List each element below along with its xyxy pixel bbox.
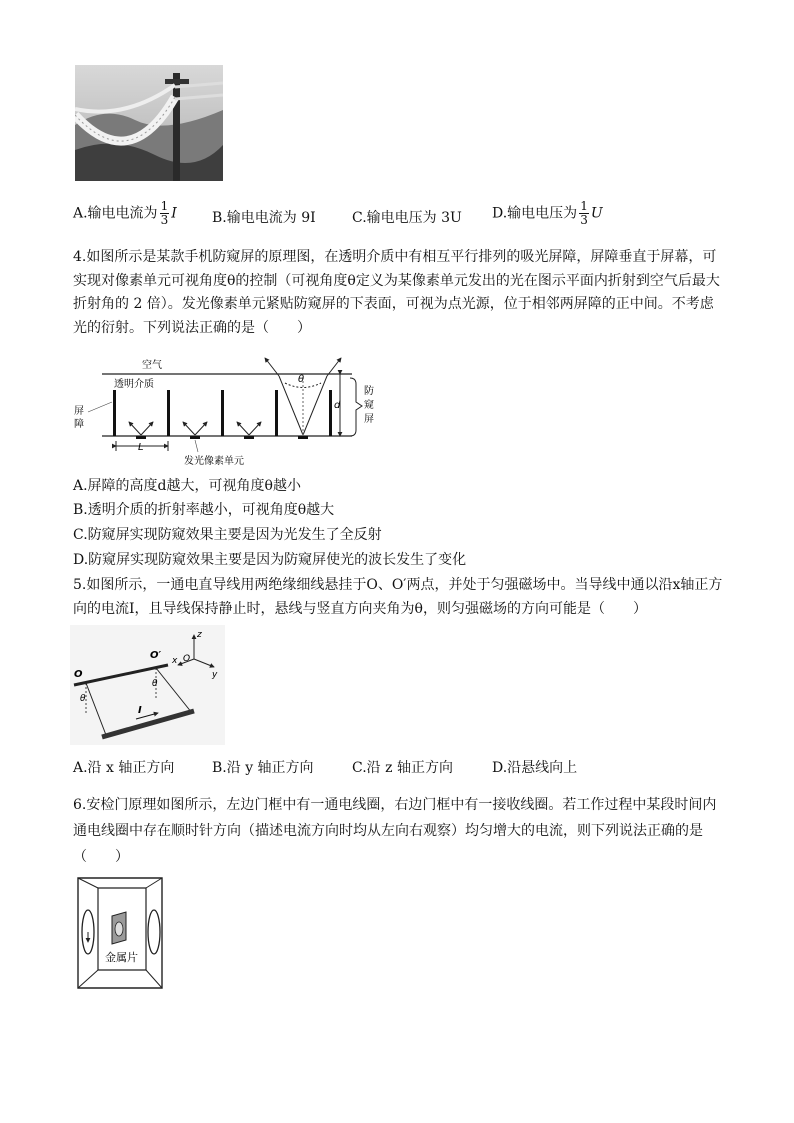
- barrier-2: [167, 390, 170, 436]
- theta-label-left: θ: [80, 694, 86, 704]
- theta-label-right: θ: [152, 679, 158, 689]
- q5-option-d[interactable]: D.沿悬线向上: [492, 760, 578, 776]
- pixel-label: 发光像素单元: [184, 456, 244, 467]
- air-label: 空气: [142, 360, 162, 371]
- metal-label: 金属片: [105, 951, 138, 964]
- y-axis-label: y: [212, 670, 218, 680]
- O-prime-label: O′: [150, 650, 162, 661]
- O-label: O: [74, 669, 83, 680]
- q4-option-d[interactable]: D.防窥屏实现防窥效果主要是因为防窥屏使光的波长发生了变化: [73, 552, 467, 568]
- q6-stem: 6.安检门原理如图所示，左边门框中有一通电线圈，右边门框中有一接收线圈。若工作过程中某段时间内通电线圈中存在顺时针方向（描述电流方向时均从左向右观察）均匀增大的电流，则下列说法正确的是（ ）: [73, 797, 717, 865]
- fraction: $\frac{1}{3}$: [160, 199, 169, 227]
- medium-label: 透明介质: [114, 379, 154, 390]
- q4-option-a[interactable]: A.屏障的高度d越大，可视角度θ越小: [73, 478, 301, 494]
- iced-power-line-photo: [75, 65, 223, 181]
- q5-hanging-wire-diagram: [70, 625, 225, 745]
- q5-stem: 5.如图所示，一通电直导线用两绝缘细线悬挂于O、O′两点，并处于匀强磁场中。当导线中通以沿x轴正方向的电流I，且导线保持静止时，悬线与竖直方向夹角为θ，则匀强磁场的方向可能是（ ）: [73, 577, 723, 617]
- barrier-1: [113, 390, 116, 436]
- I-label: I: [138, 705, 142, 716]
- theta-label: θ: [298, 374, 305, 385]
- screen-label-2: 窥: [364, 400, 374, 411]
- q5-option-b[interactable]: B.沿 y 轴正方向: [212, 760, 314, 776]
- q6-security-gate-diagram: [72, 874, 168, 992]
- q4-stem: 4.如图所示是某款手机防窥屏的原理图，在透明介质中有相互平行排列的吸光屏障，屏障垂直于屏幕，可实现对像素单元可视角度θ的控制（可视角度θ定义为某像素单元发出的光在图示平面内折射到空气后最大折射角的 2 倍）。发光像素单元紧贴防窥屏的下表面，可视为点光源，位于相邻两屏障的正中间。不考虑光的衍射。下列说法正确的是（ ）: [73, 249, 720, 336]
- z-axis-label: z: [197, 630, 202, 640]
- screen-label-3: 屏: [364, 414, 374, 425]
- fraction: $\frac{1}{3}$: [580, 199, 588, 227]
- q3-option-c[interactable]: C.输电电压为 3U: [352, 210, 462, 226]
- x-axis-label: x: [172, 656, 178, 666]
- L-label: L: [138, 442, 144, 453]
- q4-option-c[interactable]: C.防窥屏实现防窥效果主要是因为光发生了全反射: [73, 527, 382, 543]
- screen-label-1: 防: [364, 386, 374, 397]
- q5-option-a[interactable]: A.沿 x 轴正方向: [73, 760, 175, 776]
- d-label: d: [334, 400, 341, 411]
- barrier-5: [329, 390, 332, 436]
- origin-label: O: [183, 654, 191, 664]
- q5-option-c[interactable]: C.沿 z 轴正方向: [352, 760, 453, 776]
- q3-option-d[interactable]: D.输电电压为 $\frac{1}{3}$ U: [492, 199, 603, 227]
- barrier-label-2: 障: [74, 419, 84, 430]
- q4-privacy-screen-diagram: [72, 356, 382, 468]
- q4-option-b[interactable]: B.透明介质的折射率越小，可视角度θ越大: [73, 502, 335, 518]
- receiving-coil: [148, 910, 160, 954]
- barrier-4: [275, 390, 278, 436]
- q3-option-b[interactable]: B.输电电流为 9I: [212, 210, 316, 226]
- barrier-label-1: 屏: [74, 406, 84, 417]
- barrier-3: [221, 390, 224, 436]
- q3-option-a[interactable]: A.输电电流为 $\frac{1}{3}$ I: [73, 199, 177, 227]
